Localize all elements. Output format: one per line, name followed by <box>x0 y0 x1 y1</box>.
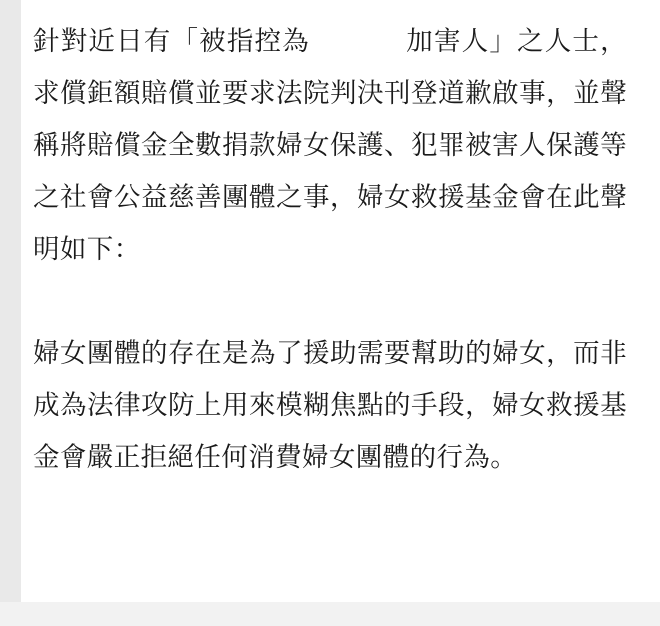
paragraph-2: 婦女團體的存在是為了援助需要幫助的婦女，而非成為法律攻防上用來模糊焦點的手段，婦女救援基金會嚴正拒絕任何消費婦女團體的行為。 <box>33 338 627 473</box>
paragraph-1 <box>33 16 627 276</box>
document-body <box>33 16 627 484</box>
paragraph-1-text-before-mask: 針對近日有「被指控為 <box>33 26 320 57</box>
bottom-margin-band <box>0 602 660 626</box>
paragraph-1-text-after-mask: 加害人」之人士，求償鉅額賠償並要求法院判決刊登道歉啟事，並聲稱將賠償金全數捐款婦女保護、犯罪被害人保護等之社會公益慈善團體之事，婦女救援基金會在此聲明如下： <box>33 26 628 265</box>
left-margin-band <box>0 0 21 626</box>
